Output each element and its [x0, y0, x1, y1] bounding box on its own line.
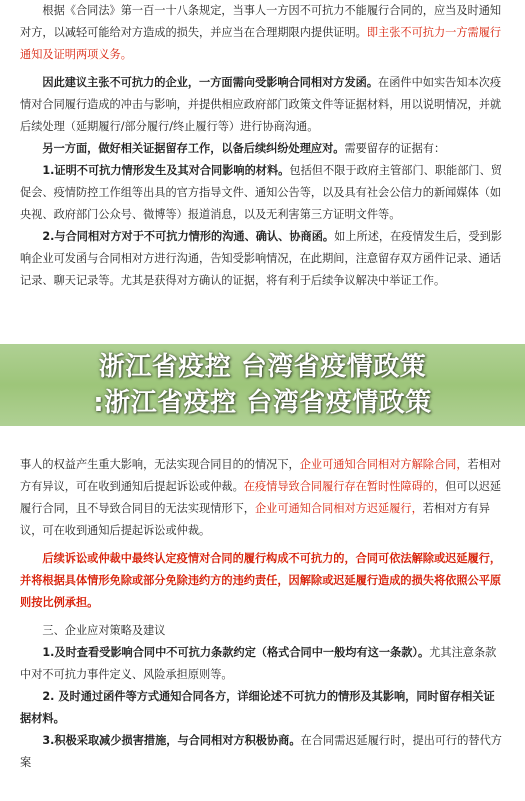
- overlay-title-line-1: 浙江省疫控 台湾省疫情政策: [98, 352, 427, 382]
- paragraph-strategy-1: [20, 642, 505, 686]
- highlight-red: 即主张不可抗力一方需履行通知及证明两项义务。: [20, 26, 502, 61]
- text-run: 若相对方有异议，可在收到通知后提起诉讼或仲裁。: [20, 458, 502, 493]
- paragraph-strategy-2: [20, 686, 505, 730]
- emphasis-bold: 1.及时查看受影响合同中不可抗力条款约定（格式合同中一般均有这一条款）。: [42, 646, 430, 659]
- text-run: 如上所述，在疫情发生后，受到影响企业可发函与合同相对方进行沟通，告知受影响情况，在此期间，注意留存双方函件记录、通话记录、聊天记录等。尤其是获得对方确认的证据，将有利于后续争议解决中举证工作。: [20, 230, 502, 287]
- text-run: 根据《合同法》第一百一十八条规定，当事人一方因不可抗力不能履行合同的，应当及时通知对方，以减轻可能给对方造成的损失，并应当在合理期限内提供证明。: [20, 4, 502, 39]
- paragraph-evidence-2: [20, 226, 505, 292]
- text-run: 尤其注意条款中对不可抗力事件定义、风险承担原则等。: [20, 646, 497, 681]
- paragraph-evidence-intro: [20, 138, 505, 160]
- paragraph-evidence-1: [20, 160, 505, 226]
- emphasis-bold: 1.证明不可抗力情形发生及其对合同影响的材料。: [42, 164, 290, 177]
- highlight-red: 企业可通知合同相对方迟延履行，: [254, 502, 423, 515]
- text-run: 事人的权益产生重大影响，无法实现合同目的的情况下，: [20, 458, 300, 471]
- text-run: 包括但不限于政府主管部门、职能部门、贸促会、疫情防控工作组等出具的官方指导文件、通知公告等，以及具有社会公信力的新闻媒体（如央视、政府部门公众号、微博等）报道消息，以及无利害第三方证明文件等。: [20, 164, 502, 221]
- article-body-lower: [20, 454, 505, 774]
- overlay-title-line-2: :浙江省疫控 台湾省疫情政策: [93, 388, 432, 418]
- paragraph-termination: [20, 454, 505, 542]
- emphasis-bold: 因此建议主张不可抗力的企业，一方面需向受影响合同相对方发函。: [42, 76, 379, 89]
- text-run: 但可以迟延履行合同，且不导致合同目的无法实现情形下，: [20, 480, 502, 515]
- paragraph-liability: [20, 548, 505, 614]
- paragraph-contract-law: [20, 0, 505, 66]
- highlight-red: 企业可通知合同相对方解除合同，: [299, 458, 468, 471]
- paragraph-send-letter: [20, 72, 505, 138]
- emphasis-bold: 另一方面，做好相关证据留存工作，以备后续纠纷处理应对。: [42, 142, 345, 155]
- emphasis-bold: 3.积极采取减少损害措施，与合同相对方积极协商。: [42, 734, 301, 747]
- text-run: 需要留存的证据有：: [344, 142, 446, 155]
- highlight-red: 在疫情导致合同履行存在暂时性障碍的，: [243, 480, 446, 493]
- text-run: 在合同需迟延履行时，提出可行的替代方案: [20, 734, 502, 769]
- paragraph-strategy-3: [20, 730, 505, 774]
- emphasis-bold: 2. 及时通过函件等方式通知合同各方，详细论述不可抗力的情形及其影响，同时留存相关证据材料。: [20, 690, 495, 725]
- emphasis-bold: 2.与合同相对方对于不可抗力情形的沟通、确认、协商函。: [42, 230, 335, 243]
- article-body: [20, 0, 505, 292]
- highlight-red-bold: 后续诉讼或仲裁中最终认定疫情对合同的履行构成不可抗力的，合同可依法解除或迟延履行，并将根据具体情形免除或部分免除违约方的违约责任，因解除或迟延履行造成的损失将依照公平原则按比例承担。: [20, 552, 502, 609]
- text-run: 若相对方有异议，可在收到通知后提起诉讼或仲裁。: [20, 502, 490, 537]
- text-run: 在函件中如实告知本次疫情对合同履行造成的冲击与影响，并提供相应政府部门政策文件等证据材料，用以说明情况，并就后续处理（延期履行/部分履行/终止履行等）进行协商沟通。: [20, 76, 502, 133]
- section-heading-strategy: 三、企业应对策略及建议: [42, 624, 166, 637]
